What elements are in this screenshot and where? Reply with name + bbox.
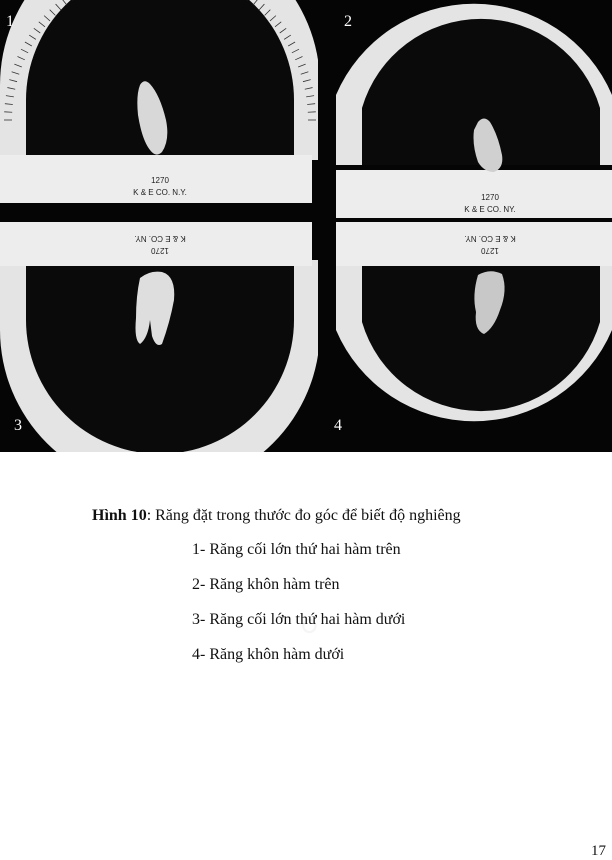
panel-2-ruler-maker: K & E CO. NY. bbox=[464, 205, 516, 214]
panel-4-ruler-maker: K & E CO. NY. bbox=[464, 234, 516, 243]
panel-number-2: 2 bbox=[344, 13, 352, 30]
caption-title bbox=[92, 506, 461, 526]
page-number: 17 bbox=[591, 843, 606, 859]
panel-number-4: 4 bbox=[334, 417, 342, 434]
panel-number-3: 3 bbox=[14, 417, 22, 434]
panel-3-ruler-code: 1270 bbox=[151, 246, 169, 255]
panel-number-1: 1 bbox=[6, 13, 14, 30]
caption-text: : Răng đặt trong thước đo góc để biết độ nghiêng bbox=[146, 507, 461, 524]
legend-item-3: 3- Răng cối lớn thứ hai hàm dưới bbox=[192, 611, 406, 628]
caption-legend bbox=[192, 540, 405, 680]
panel-1-ruler-maker: K & E CO. N.Y. bbox=[133, 188, 187, 197]
panel-4-ruler-code: 1270 bbox=[481, 246, 499, 255]
legend-item-1: 1- Răng cối lớn thứ hai hàm trên bbox=[192, 541, 401, 558]
panel-2-ruler-code: 1270 bbox=[481, 193, 499, 202]
caption-label: Hình 10 bbox=[92, 507, 147, 524]
legend-item-2: 2- Răng khôn hàm trên bbox=[192, 576, 340, 593]
panel-3-ruler-maker: K & E CO. NY. bbox=[134, 234, 186, 243]
panel-1-ruler-code: 1270 bbox=[151, 176, 169, 185]
legend-item-4: 4- Răng khôn hàm dưới bbox=[192, 646, 345, 663]
